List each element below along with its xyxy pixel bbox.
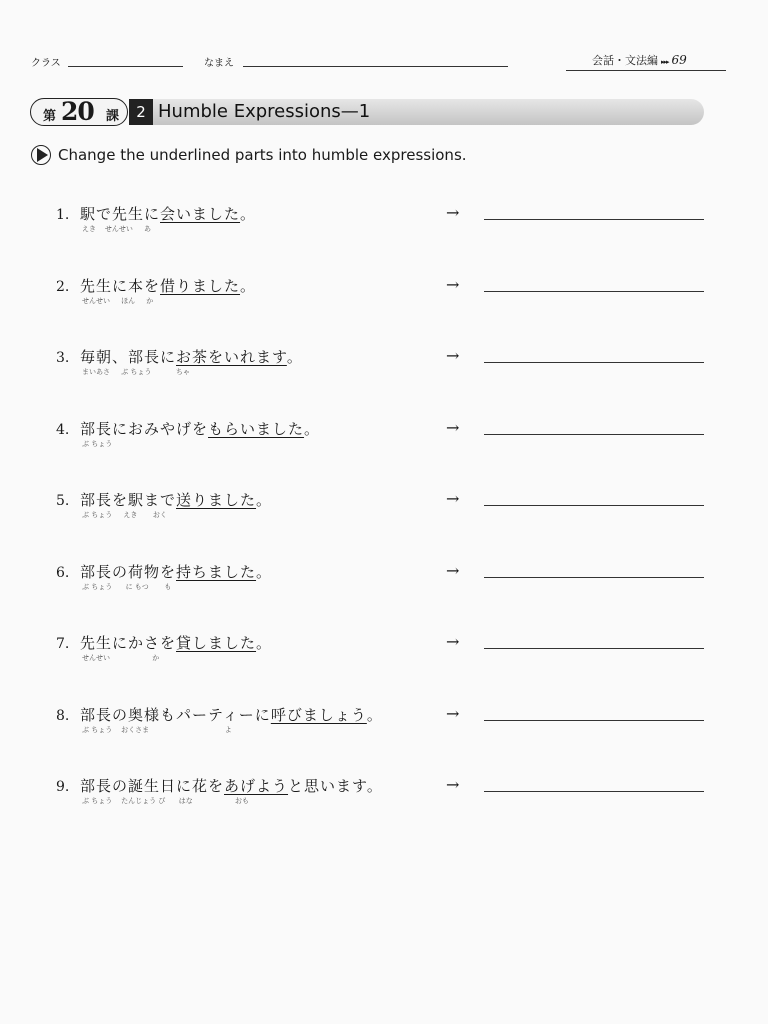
question-item: [56, 775, 716, 815]
name-field[interactable]: [243, 66, 508, 67]
sentence-suffix: 。: [366, 705, 383, 724]
lesson-suffix: 課: [106, 109, 120, 124]
furigana: せんせい か: [82, 654, 160, 662]
question-sentence: [80, 632, 272, 653]
question-sentence: [80, 489, 272, 510]
question-item: [56, 704, 716, 744]
section-banner: [30, 98, 704, 126]
question-sentence: [80, 418, 320, 439]
underlined-part: 呼びましょう: [270, 705, 367, 724]
name-label: なまえ: [204, 58, 234, 69]
sentence-prefix: 部長の奥様もパーティーに: [80, 705, 271, 724]
furigana: ぶ ちょう たんじょう び はな おも: [82, 797, 249, 805]
lesson-prefix: 第: [43, 109, 57, 124]
answer-line[interactable]: [484, 434, 704, 435]
sentence-prefix: 部長を駅まで: [80, 491, 177, 509]
question-sentence: [80, 775, 383, 796]
book-title: 会話・文法編: [592, 54, 658, 67]
answer-line[interactable]: [484, 362, 704, 363]
furigana: ぶ ちょう えき おく: [82, 511, 167, 519]
arrow-icon: →: [446, 417, 460, 437]
sentence-suffix: と思います。: [288, 777, 383, 795]
answer-line[interactable]: [484, 291, 704, 292]
question-item: [56, 346, 716, 386]
question-item: [56, 275, 716, 315]
furigana: えき せんせい あ: [82, 225, 152, 233]
sentence-prefix: 先生にかさを: [80, 634, 177, 652]
question-sentence: [80, 275, 256, 296]
sentence-prefix: 駅で先生に: [80, 205, 161, 223]
question-item: [56, 489, 716, 529]
sentence-prefix: 部長の誕生日に花を: [80, 777, 225, 795]
furigana: ぶ ちょう おくさま よ: [82, 725, 232, 734]
arrow-icon: →: [446, 703, 460, 723]
sentence-suffix: 。: [256, 491, 273, 509]
page-reference: [566, 52, 726, 71]
underlined-part: お茶をいれます: [176, 348, 287, 366]
lesson-badge: [30, 98, 128, 126]
arrow-icon: →: [446, 346, 460, 365]
question-number: 6.: [56, 564, 70, 581]
question-number: 7.: [56, 636, 70, 652]
question-item: [56, 561, 716, 601]
arrow-icon: →: [446, 489, 460, 508]
underlined-part: もらいました: [208, 419, 305, 438]
sentence-suffix: 。: [286, 348, 303, 366]
play-icon: [31, 145, 51, 165]
sentence-suffix: 。: [304, 419, 321, 438]
arrow-icon: →: [446, 203, 460, 222]
furigana: ぶ ちょう: [82, 439, 113, 448]
answer-line[interactable]: [484, 505, 704, 506]
underlined-part: 借りました: [160, 276, 241, 295]
underlined-part: あげよう: [224, 777, 289, 795]
class-field[interactable]: [68, 66, 183, 67]
arrow-icon: →: [446, 632, 460, 651]
sentence-prefix: 毎朝、部長に: [80, 348, 177, 366]
sentence-suffix: 。: [256, 634, 273, 652]
question-number: 5.: [56, 493, 70, 509]
answer-line[interactable]: [484, 720, 704, 721]
section-title: Humble Expressions—1: [158, 101, 371, 122]
underlined-part: 貸しました: [176, 634, 257, 652]
page-arrows-icon: ▸▸▸: [661, 58, 669, 66]
section-number: 2: [129, 99, 153, 125]
lesson-number: 20: [61, 97, 94, 126]
question-sentence: [80, 561, 272, 582]
class-label: クラス: [31, 58, 61, 69]
question-sentence: [80, 704, 383, 725]
sentence-suffix: 。: [240, 276, 257, 295]
sentence-prefix: 部長におみやげを: [80, 419, 209, 438]
underlined-part: 持ちました: [176, 562, 257, 581]
question-number: 1.: [56, 207, 70, 223]
arrow-icon: →: [446, 560, 460, 580]
question-item: [56, 203, 716, 243]
question-sentence: [80, 203, 256, 224]
question-number: 4.: [56, 421, 70, 438]
question-number: 2.: [56, 278, 70, 295]
sentence-suffix: 。: [240, 205, 257, 223]
page-number: 69: [671, 53, 687, 67]
underlined-part: 送りました: [176, 491, 257, 509]
question-number: 3.: [56, 350, 70, 366]
question-number: 8.: [56, 707, 70, 724]
instruction-text: Change the underlined parts into humble expressions.: [58, 146, 467, 164]
question-item: [56, 632, 716, 672]
sentence-suffix: 。: [256, 562, 273, 581]
header-row: [0, 52, 768, 72]
answer-line[interactable]: [484, 648, 704, 649]
arrow-icon: →: [446, 274, 460, 294]
underlined-part: 会いました: [160, 205, 241, 223]
furigana: ぶ ちょう に もつ も: [82, 582, 172, 591]
furigana: まいあさ ぶ ちょう ちゃ: [82, 368, 190, 376]
furigana: せんせい ほん か: [82, 296, 154, 305]
sentence-prefix: 先生に本を: [80, 276, 161, 295]
sentence-prefix: 部長の荷物を: [80, 562, 177, 581]
question-sentence: [80, 346, 303, 367]
answer-line[interactable]: [484, 219, 704, 220]
answer-line[interactable]: [484, 577, 704, 578]
question-item: [56, 418, 716, 458]
answer-line[interactable]: [484, 791, 704, 792]
question-number: 9.: [56, 779, 70, 795]
arrow-icon: →: [446, 775, 460, 794]
